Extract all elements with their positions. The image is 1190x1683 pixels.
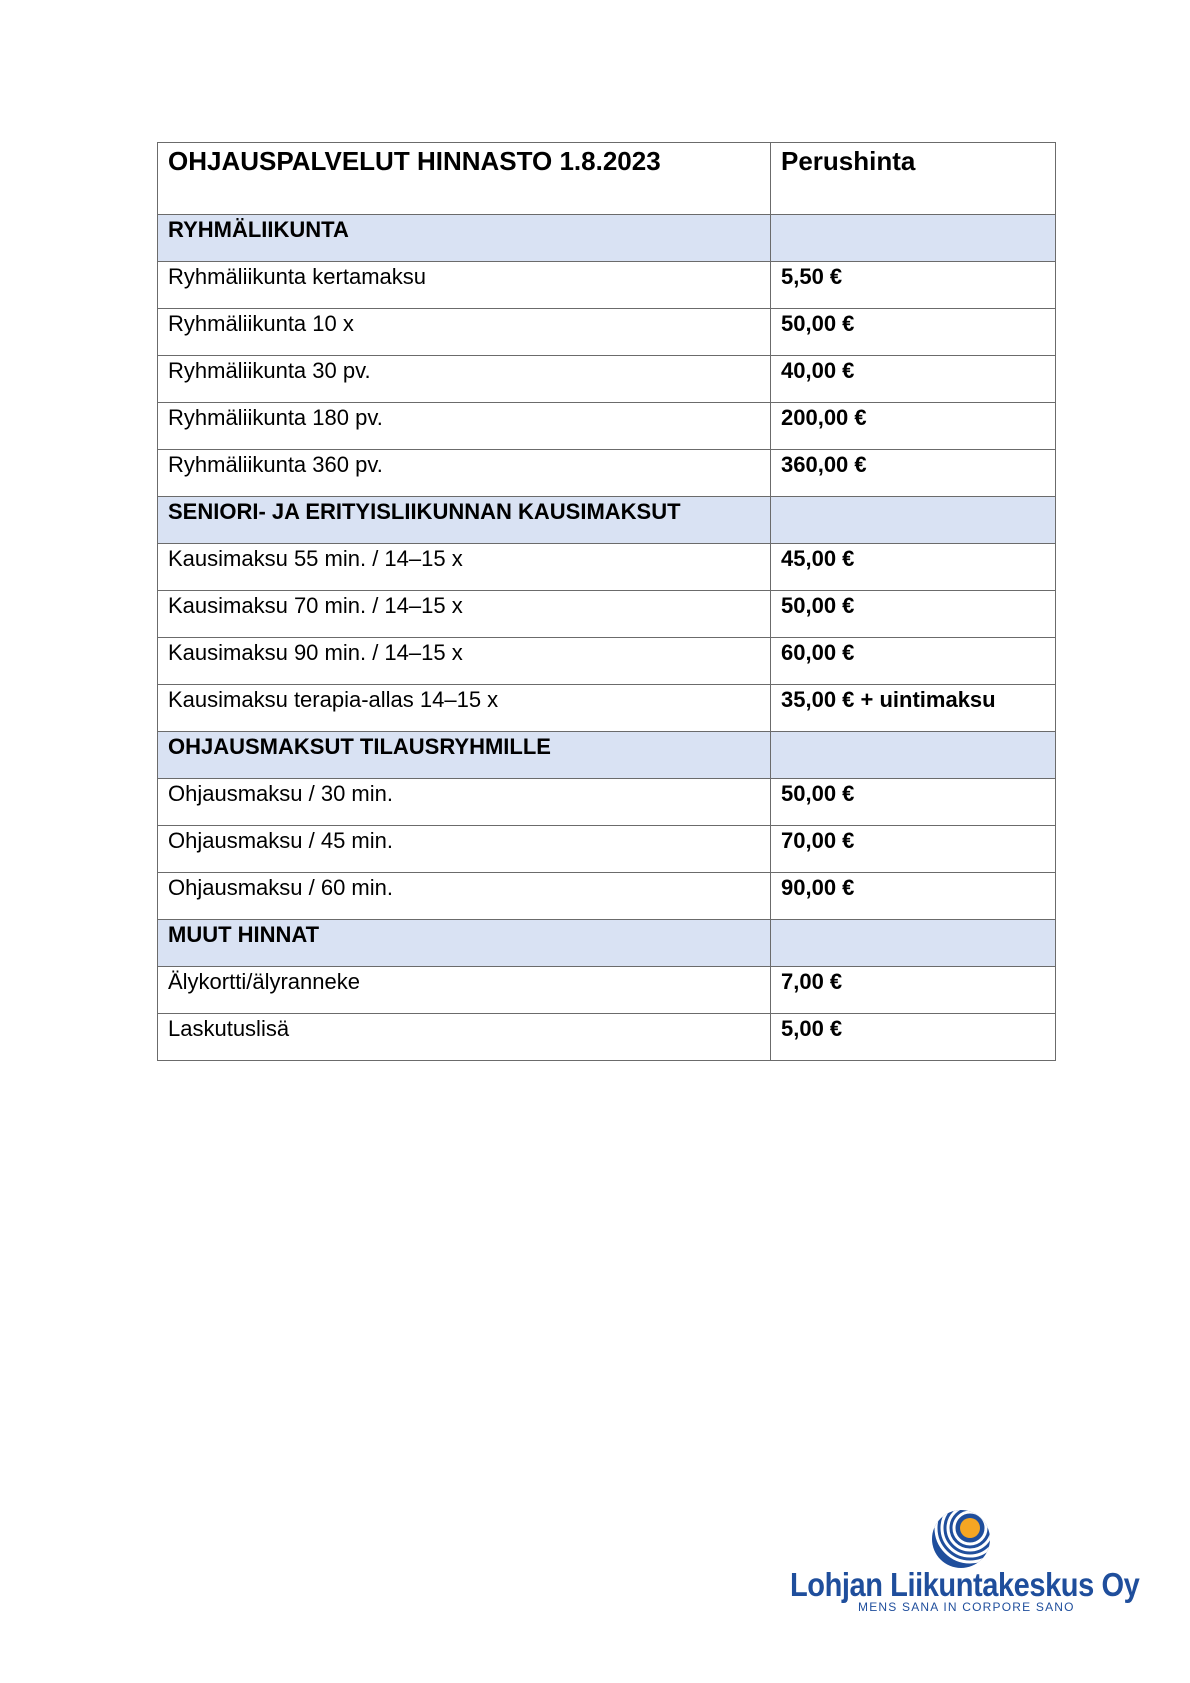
table-row bbox=[158, 873, 1056, 920]
section-price-empty bbox=[771, 497, 1056, 544]
sun-waves-icon bbox=[930, 1508, 992, 1570]
item-price: 200,00 € bbox=[771, 403, 1056, 450]
item-label: Ohjausmaksu / 60 min. bbox=[158, 873, 771, 920]
item-label: Älykortti/älyranneke bbox=[158, 967, 771, 1014]
section-header-row bbox=[158, 920, 1056, 967]
item-label: Kausimaksu 90 min. / 14–15 x bbox=[158, 638, 771, 685]
item-label: Kausimaksu 55 min. / 14–15 x bbox=[158, 544, 771, 591]
company-motto: MENS SANA IN CORPORE SANO bbox=[858, 1600, 1075, 1614]
item-label: Ryhmäliikunta kertamaksu bbox=[158, 262, 771, 309]
section-price-empty bbox=[771, 215, 1056, 262]
item-price: 60,00 € bbox=[771, 638, 1056, 685]
item-label: Ohjausmaksu / 30 min. bbox=[158, 779, 771, 826]
section-price-empty bbox=[771, 732, 1056, 779]
table-row bbox=[158, 262, 1056, 309]
item-label: Kausimaksu 70 min. / 14–15 x bbox=[158, 591, 771, 638]
section-header-row bbox=[158, 497, 1056, 544]
item-price: 70,00 € bbox=[771, 826, 1056, 873]
table-row bbox=[158, 1014, 1056, 1061]
item-label: Ryhmäliikunta 30 pv. bbox=[158, 356, 771, 403]
table-row bbox=[158, 638, 1056, 685]
item-price: 50,00 € bbox=[771, 779, 1056, 826]
section-header-row bbox=[158, 215, 1056, 262]
table-row bbox=[158, 826, 1056, 873]
item-price: 7,00 € bbox=[771, 967, 1056, 1014]
table-title: OHJAUSPALVELUT HINNASTO 1.8.2023 bbox=[158, 143, 771, 215]
table-row bbox=[158, 403, 1056, 450]
item-price: 50,00 € bbox=[771, 309, 1056, 356]
section-title: SENIORI- JA ERITYISLIIKUNNAN KAUSIMAKSUT bbox=[158, 497, 771, 544]
section-price-empty bbox=[771, 920, 1056, 967]
section-title: OHJAUSMAKSUT TILAUSRYHMILLE bbox=[158, 732, 771, 779]
section-title: MUUT HINNAT bbox=[158, 920, 771, 967]
table-row bbox=[158, 685, 1056, 732]
table-header-row bbox=[158, 143, 1056, 215]
item-label: Ohjausmaksu / 45 min. bbox=[158, 826, 771, 873]
item-label: Kausimaksu terapia-allas 14–15 x bbox=[158, 685, 771, 732]
table-row bbox=[158, 356, 1056, 403]
item-price: 360,00 € bbox=[771, 450, 1056, 497]
item-price: 35,00 € + uintimaksu bbox=[771, 685, 1056, 732]
price-table bbox=[157, 142, 1056, 1061]
item-price: 5,00 € bbox=[771, 1014, 1056, 1061]
section-title: RYHMÄLIIKUNTA bbox=[158, 215, 771, 262]
item-price: 45,00 € bbox=[771, 544, 1056, 591]
item-label: Ryhmäliikunta 360 pv. bbox=[158, 450, 771, 497]
item-price: 90,00 € bbox=[771, 873, 1056, 920]
item-price: 40,00 € bbox=[771, 356, 1056, 403]
table-row bbox=[158, 779, 1056, 826]
item-label: Laskutuslisä bbox=[158, 1014, 771, 1061]
price-column-header: Perushinta bbox=[771, 143, 1056, 215]
table-row bbox=[158, 544, 1056, 591]
table-row bbox=[158, 591, 1056, 638]
company-logo bbox=[790, 1500, 1140, 1620]
item-label: Ryhmäliikunta 180 pv. bbox=[158, 403, 771, 450]
section-header-row bbox=[158, 732, 1056, 779]
item-price: 5,50 € bbox=[771, 262, 1056, 309]
table-row bbox=[158, 309, 1056, 356]
item-price: 50,00 € bbox=[771, 591, 1056, 638]
table-row bbox=[158, 450, 1056, 497]
table-row bbox=[158, 967, 1056, 1014]
item-label: Ryhmäliikunta 10 x bbox=[158, 309, 771, 356]
company-name: Lohjan Liikuntakeskus Oy bbox=[790, 1566, 1140, 1603]
